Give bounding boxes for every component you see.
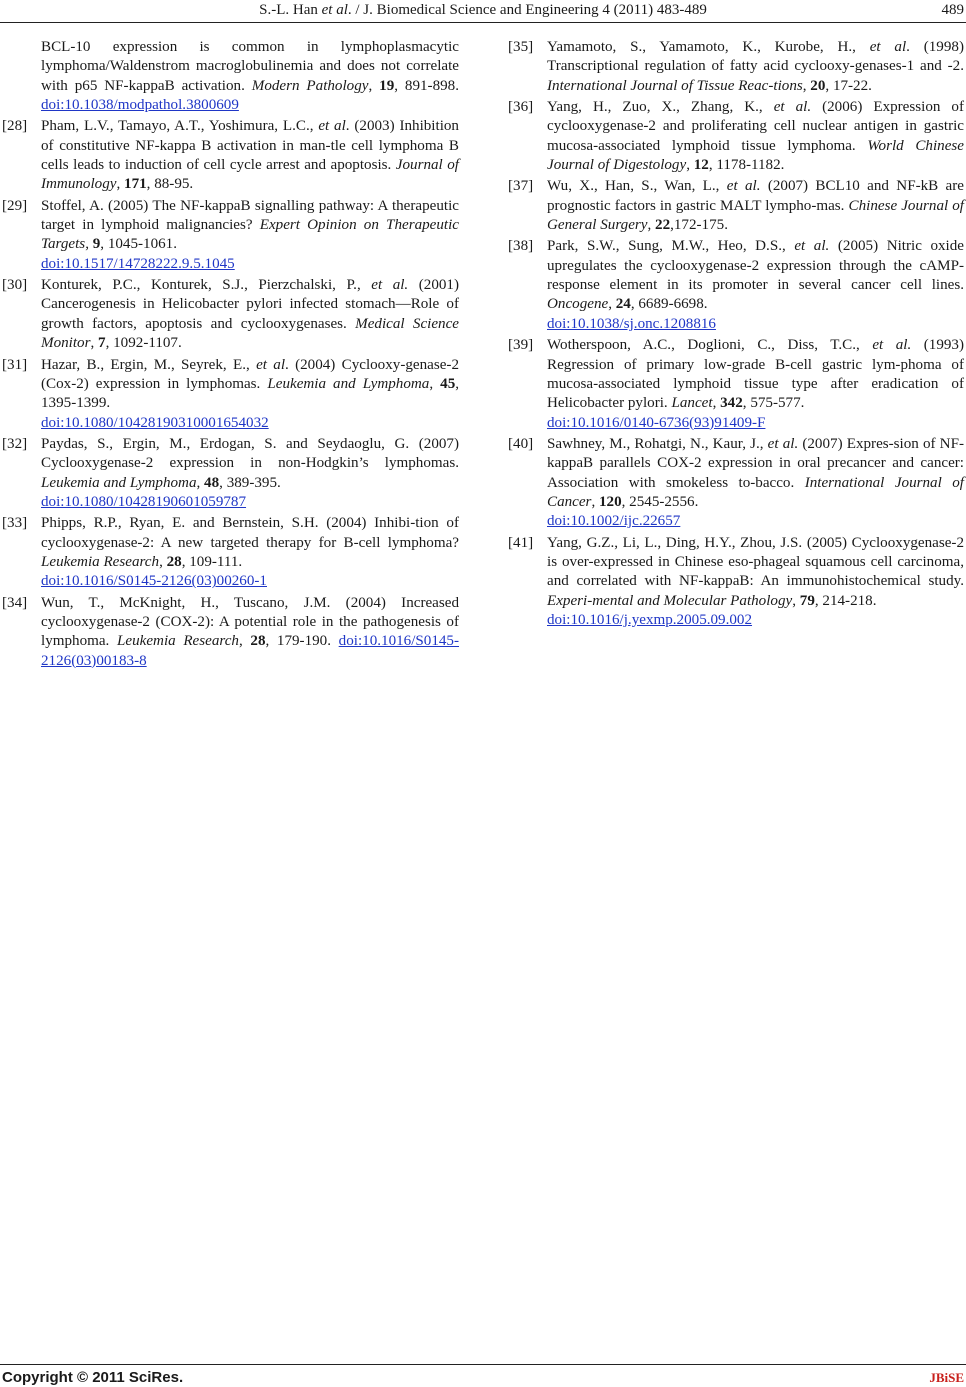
reference-item: [38] Park, S.W., Sung, M.W., Heo, D.S., et al. (2005) Nitric oxide upregulates the cyclooxygenase-2 expression through the cAMP-response element in its promoter in several cancer cell lines. Oncogene, 24, 6689-6698. doi:10.1038/sj.onc.1208816 (508, 238, 964, 332)
ref-authors: Wun, T., McKnight, H., Tuscano, J.M. (2004) Increased cyclooxygenase-2 (COX-2): A potential role in the pathogenesis of lymphoma. (41, 594, 459, 650)
reference-number: [34] (2, 594, 28, 611)
ref-journal: Leukemia Research (117, 633, 239, 650)
ref-volume: 7 (98, 335, 106, 352)
reference-item: [31] Hazar, B., Ergin, M., Seyrek, E., et al. (2004) Cyclooxy-genase-2 (Cox-2) expression in lymphomas. Leukemia and Lymphoma, 45, 1395-1399. doi:10.1080/10428190310001654032 (2, 356, 460, 431)
ref-pages: , 2545-2556. (621, 493, 699, 510)
reference-number: [33] (2, 515, 28, 532)
ref-journal: Lancet (671, 395, 713, 412)
ref-volume: 79 (799, 592, 815, 609)
doi-link[interactable]: doi:10.1080/10428190601059787 (41, 493, 247, 510)
reference-number: [32] (2, 435, 28, 452)
reference-number: [28] (2, 118, 28, 135)
journal-abbreviation: JBiSE (929, 1370, 964, 1385)
ref-authors: Konturek, P.C., Konturek, S.J., Pierzchalski, P., (41, 277, 372, 294)
ref-pages: , 891-898. (394, 77, 459, 94)
reference-number: [40] (508, 435, 534, 452)
ref-title: (2006) Expression of cyclooxygenase-2 and proliferating cell nuclear antigen in gastric mucosa-associated lymphoid tissue lymphoma. (547, 99, 964, 154)
ref-volume: 28 (166, 553, 182, 570)
reference-item: [41] Yang, G.Z., Li, L., Ding, H.Y., Zhou, J.S. (2005) Cyclooxygenase-2 is over-expressed in Chinese eso-phageal squamous cell carcinoma, and correlated with NF-kappaB: An immunohistochemical study. Experi-mental and Molecular Pathology, 79, 214-218. doi:10.1016/j.yexmp.2005.09.002 (508, 534, 964, 628)
ref-pages: , 6689-6698. (630, 296, 708, 313)
ref-etal: et al. (371, 277, 409, 294)
page-number: 489 (941, 2, 964, 18)
ref-volume: 342 (720, 395, 743, 412)
ref-pages: , 17-22. (825, 77, 872, 94)
ref-title: (1993) Regression of primary low-grade B-cell gastric lym-phoma of mucosa-associated lymphoid tissue type after eradication of Helicobacter pylori. (547, 337, 964, 412)
reference-item: [30] Konturek, P.C., Konturek, S.J., Pierzchalski, P., et al. (2001) Cancerogenesis in Helicobacter pylori infected stomach—Role of growth factors, apoptosis and cyclooxygenases. Medical Science Monitor, 7, 1092-1107. (2, 277, 459, 352)
ref-pages: , 179-190. (265, 633, 339, 650)
ref-title: . (1998) Transcriptional regulation of fatty acid cyclooxy-genases-1 and -2. (547, 39, 964, 75)
doi-link[interactable]: doi:10.1038/sj.onc.1208816 (547, 315, 716, 332)
ref-etal: et al. (726, 178, 761, 195)
ref-volume: 24 (615, 296, 631, 313)
reference-item: [35] Yamamoto, S., Yamamoto, K., Kurobe, H., et al. (1998) Transcriptional regulation of fatty acid cyclooxy-genases-1 and -2. International Journal of Tissue Reac-tions, 20, 17-22. (508, 39, 964, 94)
ref-title: (2001) Cancerogenesis in Helicobacter pylori infected stomach—Role of growth factors, apoptosis and cyclooxygenases. (41, 277, 459, 332)
page-footer (0, 1364, 966, 1387)
ref-authors: Wotherspoon, A.C., Doglioni, C., Diss, T.C., (547, 337, 873, 354)
reference-number: [37] (508, 178, 534, 195)
doi-link[interactable]: doi:10.1016/S0145-2126(03)00183-8 (41, 633, 460, 669)
ref-authors: Paydas, S., Ergin, M., Erdogan, S. and Seydaoglu, G. (2007) Cyclooxygenase-2 expression in non-Hodgkin’s lymphomas. (41, 435, 459, 472)
ref-pages: , 1045-1061. (100, 236, 178, 253)
ref-authors: Yang, H., Zuo, X., Zhang, K., (547, 99, 774, 116)
ref-authors: Yang, G.Z., Li, L., Ding, H.Y., Zhou, J.S. (2005) Cyclooxygenase-2 is over-expressed in Chinese eso-phageal squamous cell carcinoma, and correlated with NF-kappaB: An immunohistochemical study. (547, 534, 964, 590)
reference-number: [36] (508, 99, 534, 116)
doi-link[interactable]: doi:10.1016/S0145-2126(03)00260-1 (41, 573, 267, 590)
ref-journal: Leukemia Research (41, 553, 160, 570)
doi-link[interactable]: doi:10.1038/modpathol.3800609 (41, 97, 239, 114)
ref-text: BCL-10 expression is common in lymphoplasmacytic lymphoma/Waldenstrom macroglobulinemia and does not correlate with p65 NF-kappaB activation. (41, 39, 459, 94)
ref-etal: et al. (767, 435, 799, 452)
ref-authors: Pham, L.V., Tamayo, A.T., Yoshimura, L.C., (41, 118, 319, 135)
ref-title: . (2003) Inhibition of constitutive NF-kappa B activation in man-tle cell lymphoma B cells leads to induction of cell cycle arrest and apoptosis. (41, 118, 459, 174)
ref-title: (2007) Expres-sion of NF-kappaB parallels COX-2 expression in oral precancer and cancer: Association with smokeless to-bacco. (547, 435, 964, 491)
ref-journal: Leukemia and Lymphoma (41, 474, 197, 491)
ref-volume: 48 (204, 474, 220, 491)
ref-journal: Chinese Journal of General Surgery (547, 197, 964, 234)
ref-journal: Journal of Immunology (41, 157, 459, 193)
reference-item: [32] Paydas, S., Ergin, M., Erdogan, S. and Seydaoglu, G. (2007) Cyclooxygenase-2 expression in non-Hodgkin’s lymphomas. Leukemia and Lymphoma, 48, 389-395. doi:10.1080/10428190601059787 (2, 435, 459, 510)
ref-pages: , 1395-1399. (41, 375, 460, 412)
ref-etal: et al (869, 39, 907, 55)
ref-pages: , 1178-1182. (708, 157, 785, 174)
left-column (2, 38, 459, 673)
ref-etal: et al. (794, 238, 830, 255)
right-reference-list (508, 38, 964, 630)
reference-item: [28] Pham, L.V., Tamayo, A.T., Yoshimura, L.C., et al. (2003) Inhibition of constitutive NF-kappa B activation in man-tle cell lymphoma B cells leads to induction of cell cycle arrest and apoptosis. Journal of Immunology, 171, 88-95. (2, 118, 459, 193)
ref-journal: Modern Pathology (251, 77, 369, 94)
ref-pages: , 389-395. (219, 474, 281, 491)
right-column (508, 38, 964, 632)
ref-journal: Leukemia and Lymphoma (267, 375, 430, 392)
header-etal: et al (321, 2, 348, 18)
doi-link[interactable]: doi:10.1016/0140-6736(93)91409-F (547, 414, 766, 431)
ref-authors: Hazar, B., Ergin, M., Seyrek, E., (41, 356, 257, 373)
reference-number: [41] (508, 534, 534, 551)
ref-authors: Park, S.W., Sung, M.W., Heo, D.S., (547, 238, 795, 255)
header-journal: . / J. Biomedical Science and Engineering 4 (2011) 483-489 (347, 2, 707, 18)
ref-etal: et al (256, 356, 286, 373)
ref-authors: Yamamoto, S., Yamamoto, K., Kurobe, H., (547, 39, 870, 55)
ref-volume: 45 (440, 375, 456, 392)
ref-volume: 171 (124, 176, 147, 193)
ref-journal: Expert Opinion on Therapeutic Targets (41, 217, 460, 253)
reference-number: [31] (2, 356, 28, 373)
ref-pages: , 88-95. (146, 176, 194, 193)
ref-journal: World Chinese Journal of Digestology (547, 137, 964, 174)
reference-item: [33] Phipps, R.P., Ryan, E. and Bernstein, S.H. (2004) Inhibi-tion of cyclooxygenase-2: A new targeted therapy for B-cell lymphoma? Leukemia Research, 28, 109-111. doi:10.1016/S0145-2126(03)00260-1 (2, 515, 459, 590)
doi-link[interactable]: doi:10.1080/10428190310001654032 (41, 414, 269, 431)
ref-authors: Stoffel, A. (2005) The NF-kappaB signalling pathway: A therapeutic target in lymphoid malignancies? (41, 197, 459, 234)
ref-pages: ,172-175. (670, 217, 728, 234)
ref-pages: , 1092-1107. (105, 335, 182, 352)
copyright-notice: Copyright © 2011 SciRes. (2, 1369, 184, 1386)
ref-pages: , 109-111. (181, 553, 243, 570)
reference-number: [38] (508, 238, 534, 255)
doi-link[interactable]: doi:10.1517/14728222.9.5.1045 (41, 255, 235, 272)
reference-item: [39] Wotherspoon, A.C., Doglioni, C., Diss, T.C., et al. (1993) Regression of primary low-grade B-cell gastric lym-phoma of mucosa-associated lymphoid tissue type after eradication of Helicobacter pylori. Lancet, 342, 575-577. doi:10.1016/0140-6736(93)91409-F (508, 337, 964, 431)
ref-authors: Phipps, R.P., Ryan, E. and Bernstein, S.H. (2004) Inhibi-tion of cyclooxygenase-2: A new targeted therapy for B-cell lymphoma? (41, 515, 459, 551)
ref-volume: 28 (250, 633, 266, 650)
doi-link[interactable]: doi:10.1002/ijc.22657 (547, 513, 681, 530)
ref-journal: Experi-mental and Molecular Pathology (547, 592, 793, 609)
reference-number: [29] (2, 197, 28, 214)
reference-number: [30] (2, 277, 28, 294)
ref-journal: Medical Science Monitor (41, 315, 459, 352)
ref-journal: International Journal of Cancer (547, 474, 964, 510)
doi-link[interactable]: doi:10.1016/j.yexmp.2005.09.002 (547, 611, 753, 628)
ref-journal: International Journal of Tissue Reac-tions (547, 77, 803, 94)
left-reference-list (2, 117, 459, 671)
reference-number: [39] (508, 337, 534, 354)
ref-title: . (2004) Cyclooxy-genase-2 (Cox-2) expression in lymphomas. (41, 356, 459, 392)
ref-title: (2005) Nitric oxide upregulates the cyclooxygenase-2 expression through the cAMP-response element in its promoter in several cancer cell lines. (547, 238, 964, 294)
ref-etal: et al. (872, 337, 912, 354)
reference-continuation: BCL-10 expression is common in lymphoplasmacytic lymphoma/Waldenstrom macroglobulinemia and does not correlate with p65 NF-kappaB activation. Modern Pathology, 19, 891-898. doi:10.1038/modpathol.3800609 (41, 39, 459, 114)
reference-item: [36] Yang, H., Zuo, X., Zhang, K., et al. (2006) Expression of cyclooxygenase-2 and proliferating cell nuclear antigen in gastric mucosa-associated lymphoid tissue lymphoma. World Chinese Journal of Digestology, 12, 1178-1182. (508, 99, 964, 174)
ref-pages: , 575-577. (742, 395, 805, 412)
ref-volume: 19 (379, 77, 395, 94)
ref-etal: et al. (773, 99, 812, 116)
ref-volume: 20 (810, 77, 826, 94)
running-title (0, 1, 966, 19)
ref-authors: Sawhney, M., Rohatgi, N., Kaur, J., (547, 435, 768, 452)
ref-pages: , 214-218. (814, 592, 877, 609)
reference-item: [37] Wu, X., Han, S., Wan, L., et al. (2007) BCL10 and NF-kB are prognostic factors in gastric MALT lympho-mas. Chinese Journal of General Surgery, 22,172-175. (508, 178, 964, 234)
ref-etal: et al (318, 118, 346, 135)
ref-volume: 22 (655, 217, 671, 234)
ref-volume: 120 (598, 493, 622, 510)
header-authors: S.-L. Han (259, 2, 322, 18)
ref-journal: Oncogene (547, 296, 609, 313)
ref-title: (2007) BCL10 and NF-kB are prognostic factors in gastric MALT lympho-mas. (547, 178, 964, 214)
reference-item: [34] Wun, T., McKnight, H., Tuscano, J.M. (2004) Increased cyclooxygenase-2 (COX-2): A potential role in the pathogenesis of lymphoma. Leukemia Research, 28, 179-190. doi:10.1016/S0145-2126(03)00183-8 (2, 594, 460, 669)
ref-authors: Wu, X., Han, S., Wan, L., (547, 178, 727, 195)
running-header (0, 0, 966, 23)
reference-number: [35] (508, 39, 534, 55)
ref-volume: 9 (92, 236, 101, 253)
reference-item: [29] Stoffel, A. (2005) The NF-kappaB signalling pathway: A therapeutic target in lymphoid malignancies? Expert Opinion on Therapeutic Targets, 9, 1045-1061. doi:10.1517/14728222.9.5.1045 (2, 197, 460, 272)
ref-volume: 12 (693, 157, 709, 174)
reference-item: [40] Sawhney, M., Rohatgi, N., Kaur, J., et al. (2007) Expres-sion of NF-kappaB parallels COX-2 expression in oral precancer and cancer: Association with smokeless to-bacco. International Journal of Cancer, 120, 2545-2556. doi:10.1002/ijc.22657 (508, 435, 964, 530)
